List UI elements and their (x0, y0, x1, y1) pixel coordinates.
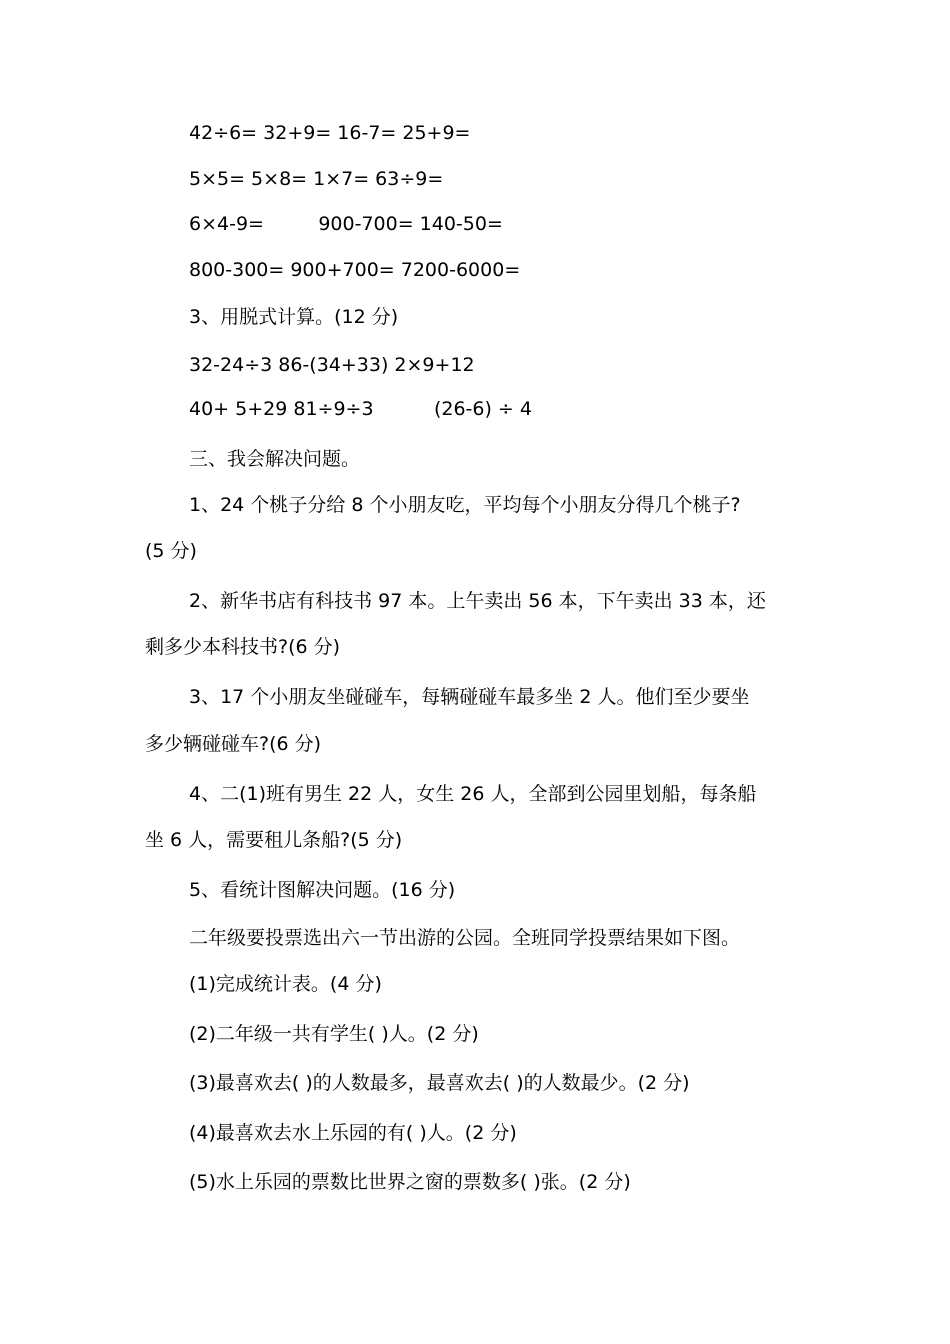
problem-2-line-1: 2、新华书店有科技书 97 本。上午卖出 56 本，下午卖出 33 本，还 (189, 590, 766, 612)
problem-5-heading: 5、看统计图解决问题。(16 分) (189, 879, 456, 901)
section-heading-stepwise: 3、用脱式计算。(12 分) (189, 306, 399, 328)
arithmetic-row-2: 5×5= 5×8= 1×7= 63÷9= (189, 168, 444, 190)
stepwise-row-2: 40+ 5+29 81÷9÷3 (26-6) ÷ 4 (189, 398, 532, 420)
arithmetic-row-3: 6×4-9= 900-700= 140-50= (189, 213, 503, 235)
problem-4-line-1: 4、二(1)班有男生 22 人，女生 26 人，全部到公园里划船，每条船 (189, 783, 757, 805)
section-heading-problems: 三、我会解决问题。 (189, 448, 361, 470)
problem-5-sub-5: (5)水上乐园的票数比世界之窗的票数多( )张。(2 分) (189, 1171, 631, 1193)
stepwise-row-1: 32-24÷3 86-(34+33) 2×9+12 (189, 354, 475, 376)
problem-1-line-2: (5 分) (145, 540, 197, 562)
arithmetic-row-4: 800-300= 900+700= 7200-6000= (189, 259, 521, 281)
problem-3-line-1: 3、17 个小朋友坐碰碰车，每辆碰碰车最多坐 2 人。他们至少要坐 (189, 686, 750, 708)
problem-5-sub-1: (1)完成统计表。(4 分) (189, 973, 382, 995)
problem-5-sub-4: (4)最喜欢去水上乐园的有( )人。(2 分) (189, 1122, 517, 1144)
problem-3-line-2: 多少辆碰碰车?(6 分) (145, 733, 322, 755)
problem-5-intro: 二年级要投票选出六一节出游的公园。全班同学投票结果如下图。 (189, 927, 741, 949)
problem-5-sub-3: (3)最喜欢去( )的人数最多，最喜欢去( )的人数最少。(2 分) (189, 1072, 690, 1094)
problem-4-line-2: 坐 6 人，需要租儿条船?(5 分) (145, 829, 403, 851)
problem-5-sub-2: (2)二年级一共有学生( )人。(2 分) (189, 1023, 479, 1045)
problem-1-line-1: 1、24 个桃子分给 8 个小朋友吃，平均每个小朋友分得几个桃子? (189, 494, 741, 516)
problem-2-line-2: 剩多少本科技书?(6 分) (145, 636, 341, 658)
arithmetic-row-1: 42÷6= 32+9= 16-7= 25+9= (189, 122, 471, 144)
